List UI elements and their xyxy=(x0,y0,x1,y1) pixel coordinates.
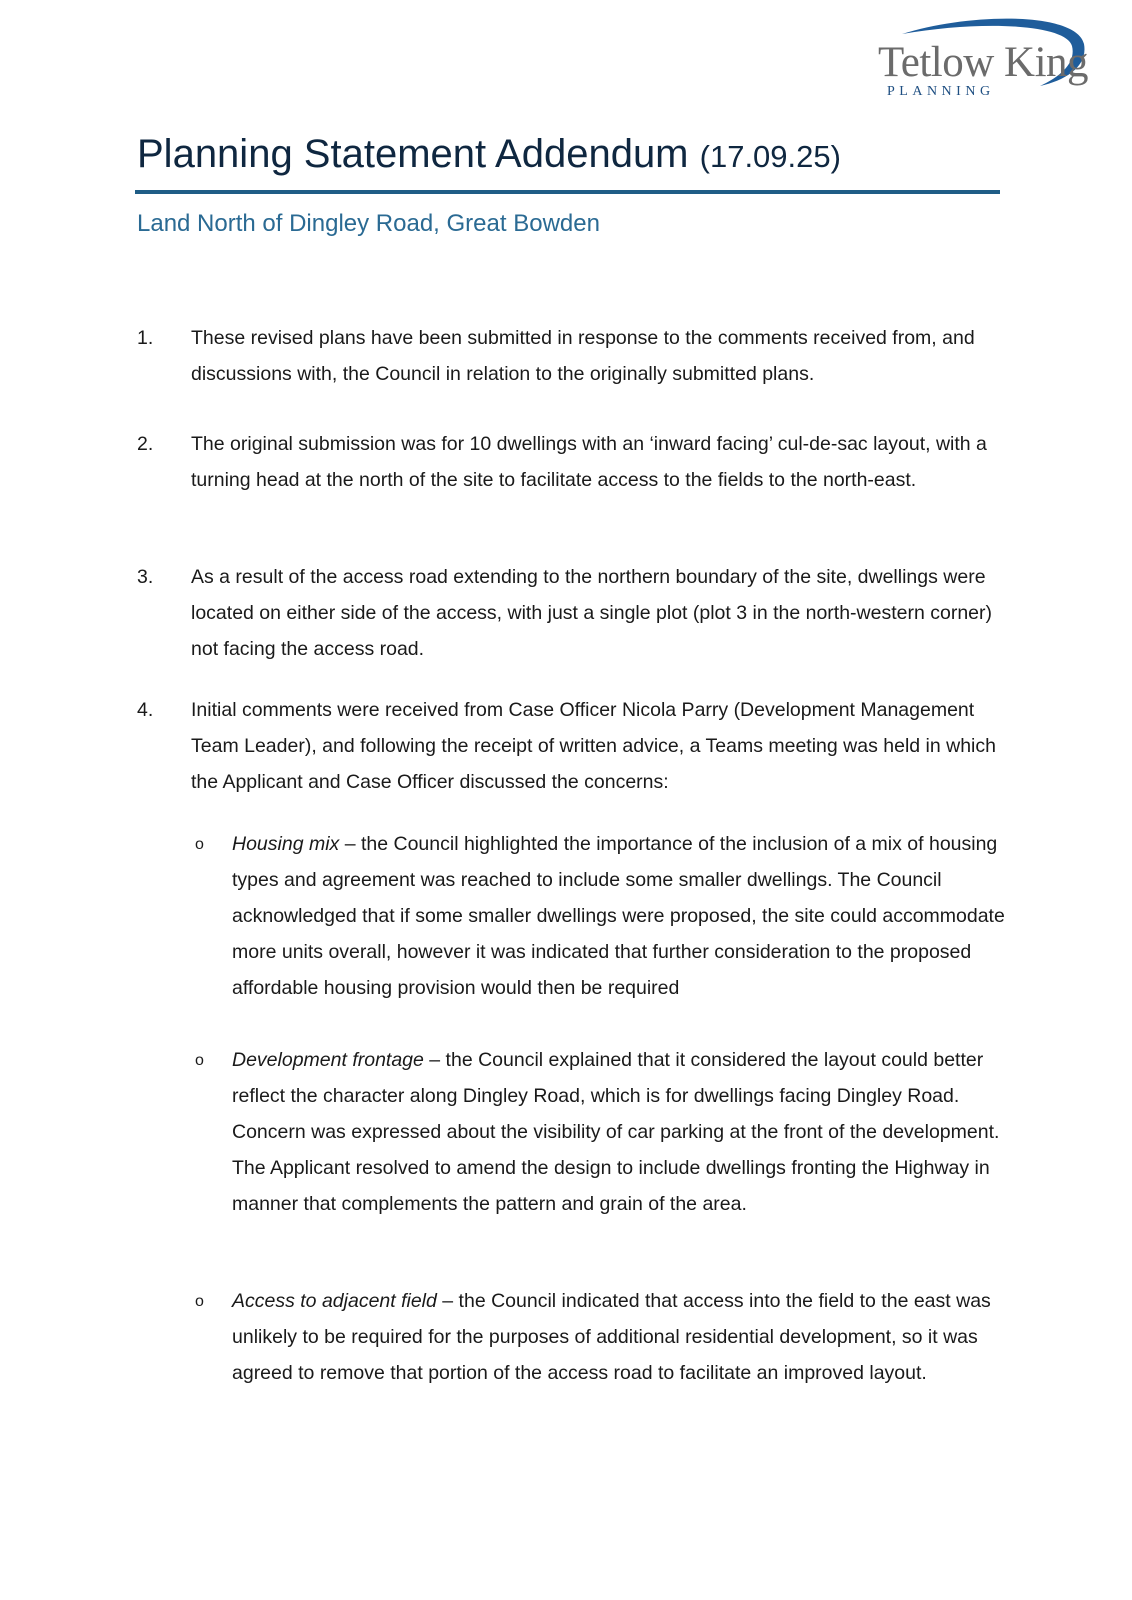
logo-name: Tetlow King xyxy=(878,39,1089,86)
bullet-body xyxy=(232,1042,1007,1222)
paragraph-text: Initial comments were received from Case Officer Nicola Parry (Development Management Team Leader), and following the receipt of written advice, a Teams meeting was held in which the Applicant and Case Officer discussed the concerns: xyxy=(191,699,996,793)
paragraph-text: These revised plans have been submitted in response to the comments received from, and discussions with, the Council in relation to the originally submitted plans. xyxy=(191,327,975,385)
company-logo xyxy=(862,14,1112,104)
title-text: Planning Statement Addendum xyxy=(137,132,689,176)
bullet-development-frontage xyxy=(195,1042,1007,1222)
bullet-text: – the Council indicated that access into the field to the east was unlikely to be required for the purposes of additional residential development, so it was agreed to remove that portion of the access road to facilitate an improved layout. xyxy=(232,1290,991,1384)
bullet-body xyxy=(232,1283,1007,1391)
bullet-housing-mix xyxy=(195,826,1007,1006)
title-date: (17.09.25) xyxy=(699,139,841,174)
bullet-mark: o xyxy=(195,836,204,853)
logo-subtitle: PLANNING xyxy=(887,84,995,99)
bullet-text: – the Council explained that it considered the layout could better reflect the character along Dingley Road, which is for dwellings facing Dingley Road. Concern was expressed about the visibility of car parking at the front of the development. The Applicant resolved to amend the design to include dwellings fronting the Highway in manner that complements the pattern and grain of the area. xyxy=(232,1049,1000,1215)
paragraph-number: 2. xyxy=(137,433,154,455)
bullet-mark: o xyxy=(195,1052,204,1069)
paragraph-2 xyxy=(137,426,1007,498)
bullet-text: – the Council highlighted the importance of the inclusion of a mix of housing types and agreement was reached to include some smaller dwellings. The Council acknowledged that if some smaller dwellings were proposed, the site could accommodate more units overall, however it was indicated that further consideration to the proposed affordable housing provision would then be required xyxy=(232,833,1005,999)
paragraph-text: The original submission was for 10 dwellings with an ‘inward facing’ cul-de-sac layout, with a turning head at the north of the site to facilitate access to the fields to the north-east. xyxy=(191,433,987,491)
bullet-term: Access to adjacent field xyxy=(232,1290,437,1312)
paragraph-4 xyxy=(137,692,1007,800)
bullet-mark: o xyxy=(195,1293,204,1310)
paragraph-1 xyxy=(137,320,1007,392)
paragraph-number: 3. xyxy=(137,566,154,588)
page-title xyxy=(137,132,841,177)
paragraph-text: As a result of the access road extending to the northern boundary of the site, dwellings were located on either side of the access, with just a single plot (plot 3 in the north-western corner) not facing the access road. xyxy=(191,566,993,660)
bullet-body xyxy=(232,826,1007,1006)
bullet-term: Housing mix xyxy=(232,833,340,855)
bullet-term: Development frontage xyxy=(232,1049,424,1071)
title-divider xyxy=(135,190,1000,194)
page-subtitle: Land North of Dingley Road, Great Bowden xyxy=(137,210,600,237)
paragraph-number: 4. xyxy=(137,699,154,721)
paragraph-3 xyxy=(137,559,1007,667)
bullet-access-adjacent-field xyxy=(195,1283,1007,1391)
paragraph-number: 1. xyxy=(137,327,154,349)
